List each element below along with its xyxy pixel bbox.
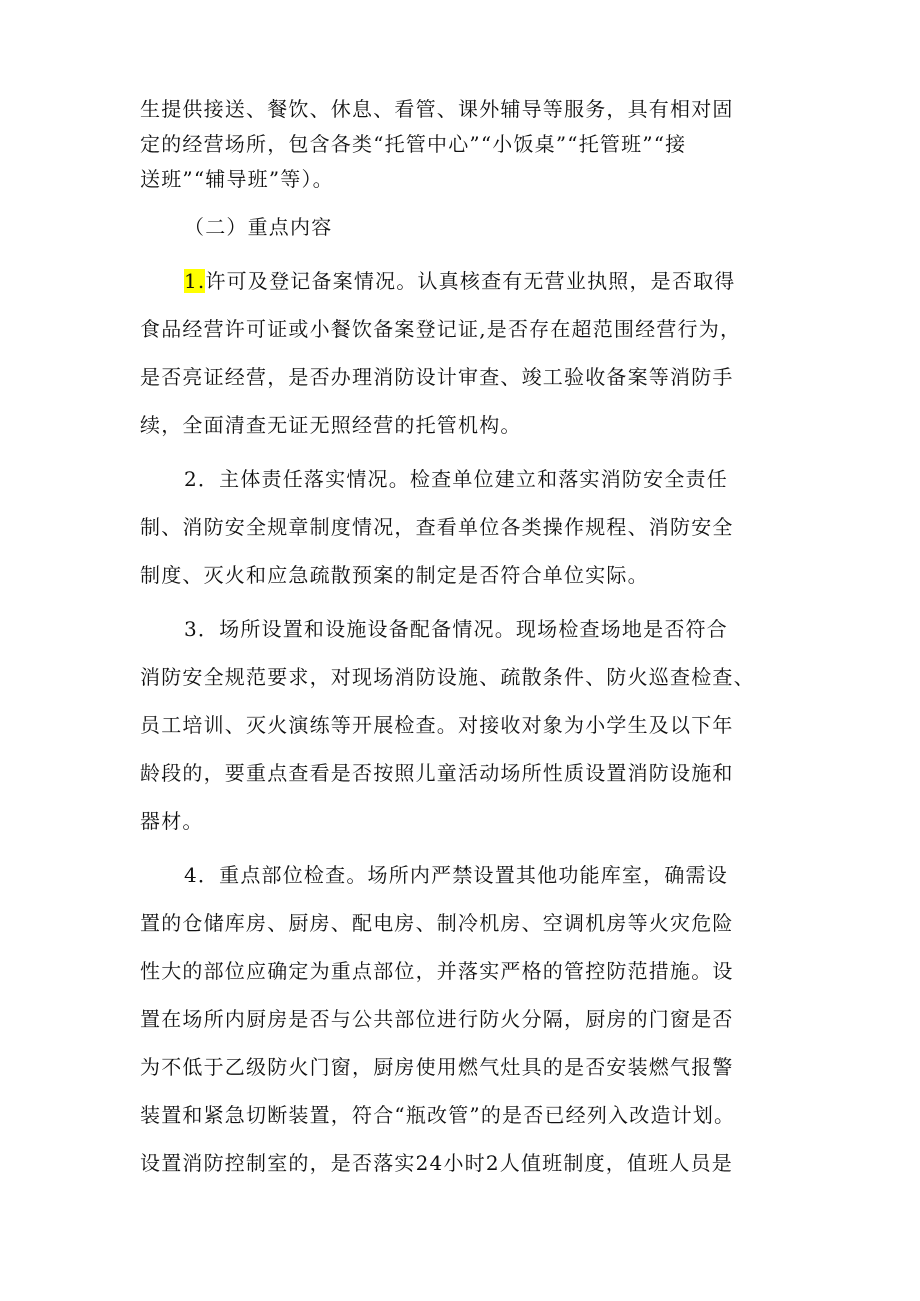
text-line: 器材。 [140, 809, 204, 833]
text-line: 设置消防控制室的，是否落实24小时2人值班制度，值班人员是 [140, 1151, 733, 1175]
text-line: 消防安全规范要求，对现场消防设施、疏散条件、防火巡查检查、 [140, 665, 755, 689]
text-line: 3．场所设置和设施设备配备情况。现场检查场地是否符合 [184, 617, 728, 641]
item-4-paragraph [140, 851, 786, 1187]
text-line: 4．重点部位检查。场所内严禁设置其他功能库室，确需设 [184, 863, 728, 887]
item-3-paragraph [140, 605, 786, 845]
text-line: 性大的部位应确定为重点部位，并落实严格的管控防范措施。设 [140, 959, 734, 983]
text-line: 置的仓储库房、厨房、配电房、制冷机房、空调机房等火灾危险 [140, 911, 734, 935]
text-line: 置在场所内厨房是否与公共部位进行防火分隔，厨房的门窗是否 [140, 1007, 734, 1031]
text-line: 是否亮证经营，是否办理消防设计审查、竣工验收备案等消防手 [140, 365, 734, 389]
text-line [140, 257, 786, 305]
text-line: 2．主体责任落实情况。检查单位建立和落实消防安全责任 [184, 467, 728, 491]
text-line: 制、消防安全规章制度情况，查看单位各类操作规程、消防安全 [140, 515, 734, 539]
item-1-paragraph [140, 257, 786, 449]
text-line: 为不低于乙级防火门窗，厨房使用燃气灶具的是否安装燃气报警 [140, 1055, 734, 1079]
intro-paragraph [140, 92, 786, 197]
text-line: 装置和紧急切断装置，符合“瓶改管”的是否已经列入改造计划。 [140, 1103, 736, 1127]
text-line: 制度、灭火和应急疏散预案的制定是否符合单位实际。 [140, 563, 649, 587]
text-line: 食品经营许可证或小餐饮备案登记证,是否存在超范围经营行为， [140, 317, 742, 341]
item-2-paragraph [140, 455, 786, 599]
section-heading: （二）重点内容 [184, 215, 333, 239]
document-page [140, 92, 786, 1187]
text-line: 生提供接送、餐饮、休息、看管、课外辅导等服务，具有相对固 [140, 97, 734, 121]
text-line: 定的经营场所，包含各类“托管中心”“小饭桌”“托管班”“接 [140, 132, 687, 156]
text-line: 龄段的，要重点查看是否按照儿童活动场所性质设置消防设施和 [140, 761, 734, 785]
text-line: 送班”“辅导班”等）。 [140, 167, 334, 191]
text-line: 员工培训、灭火演练等开展检查。对接收对象为小学生及以下年 [140, 713, 734, 737]
text-fragment: 许可及登记备案情况。认真核查有无营业执照，是否取得 [205, 269, 736, 293]
highlighted-number: 1. [184, 269, 206, 293]
text-line: 续，全面清查无证无照经营的托管机构。 [140, 413, 522, 437]
